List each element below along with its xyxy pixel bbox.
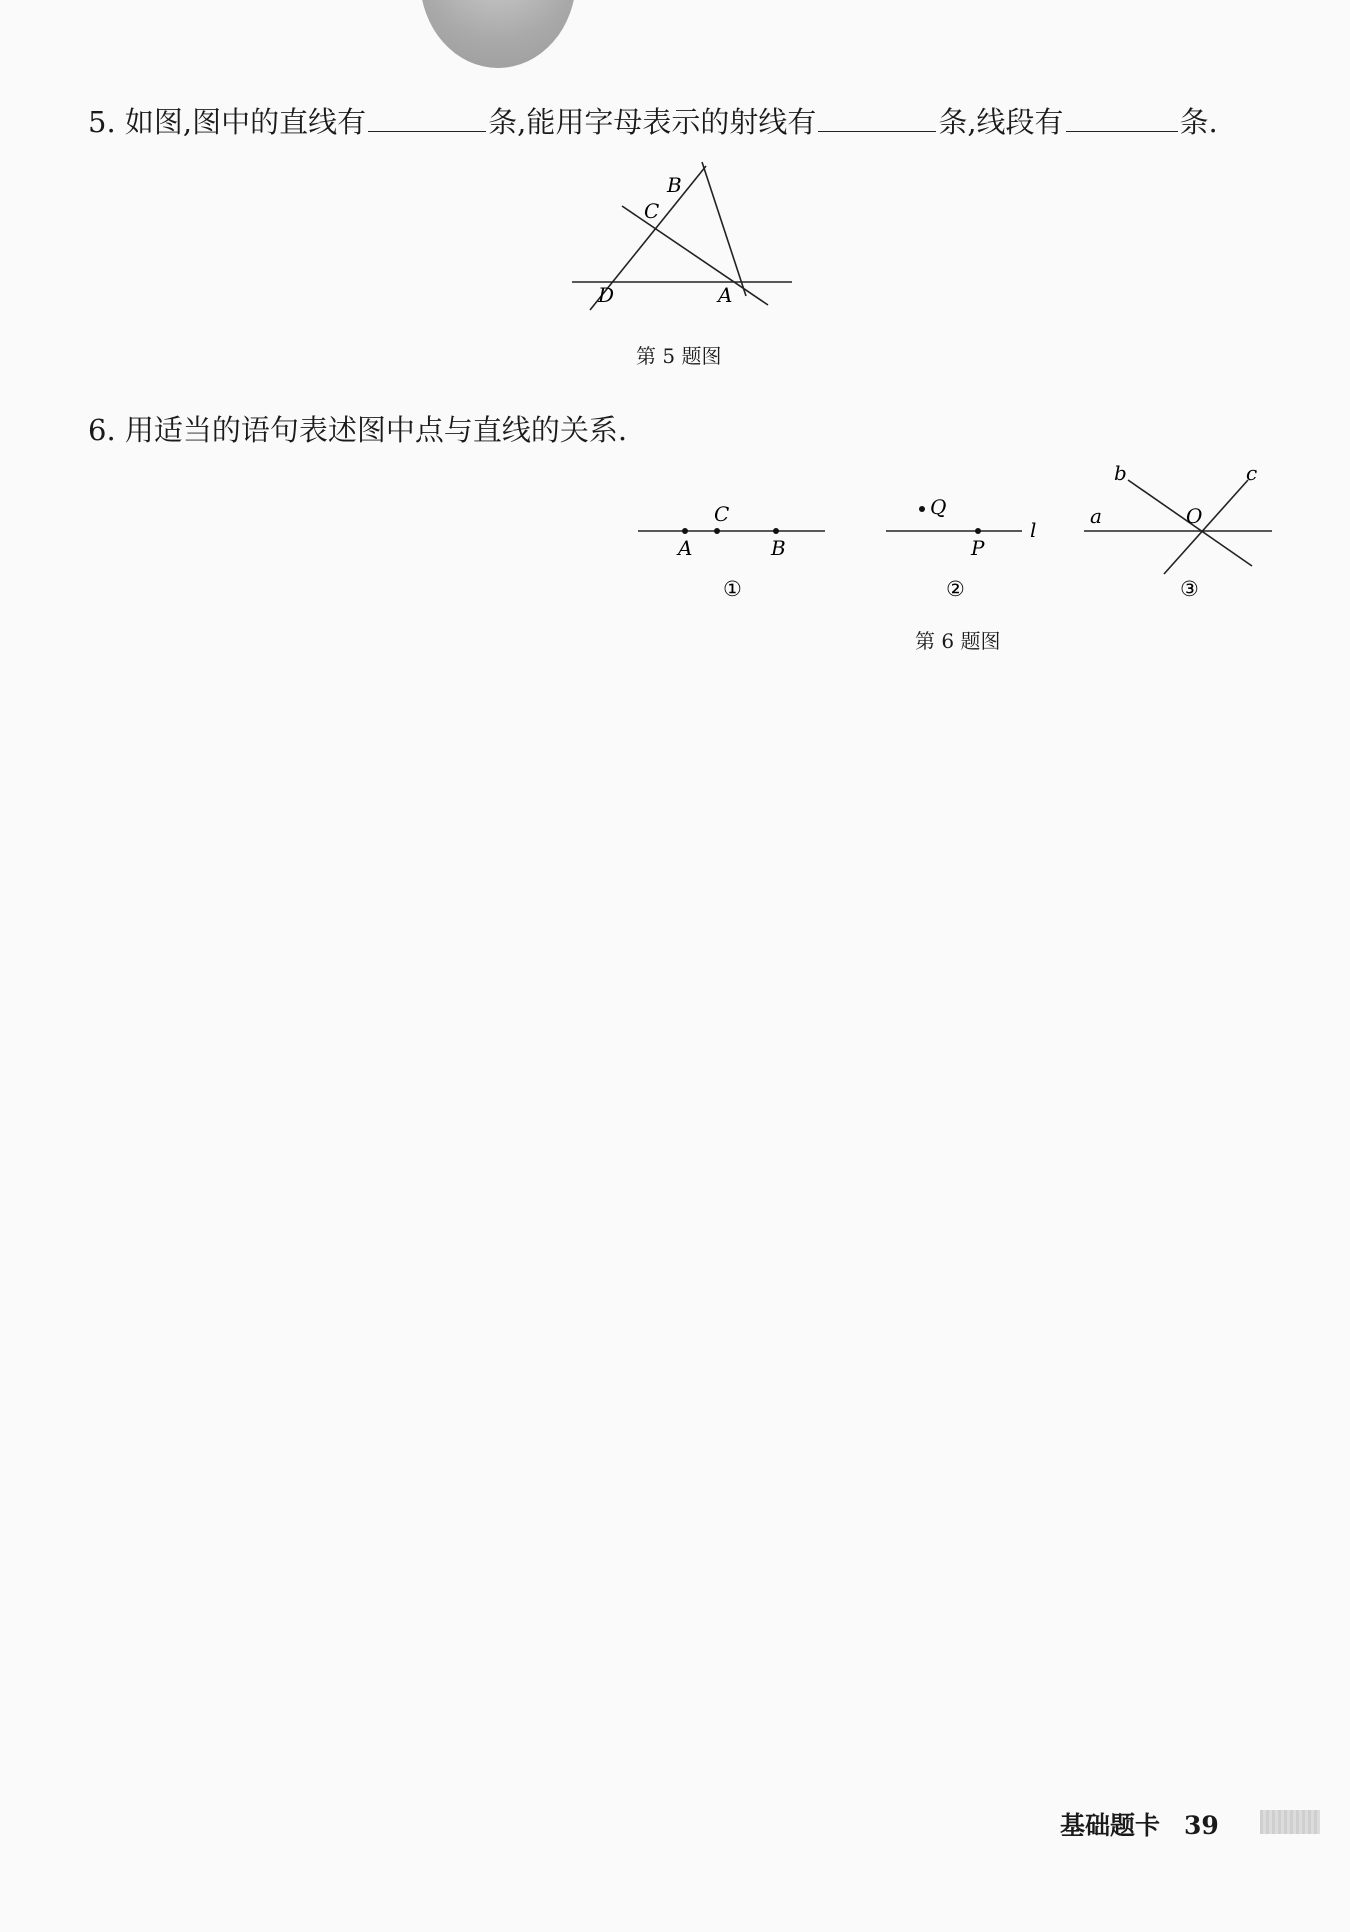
label-c: C xyxy=(714,502,730,526)
label-l: l xyxy=(1030,518,1037,542)
q6-figure-1 xyxy=(630,495,830,605)
label-p: P xyxy=(971,536,985,560)
label-o: O xyxy=(1186,504,1203,528)
q5-blank-rays[interactable] xyxy=(818,103,936,132)
label-q: Q xyxy=(930,495,947,519)
label-c: c xyxy=(1246,461,1258,485)
q6-caption: 第 6 题图 xyxy=(915,629,1001,653)
label-a: A xyxy=(718,283,733,307)
q5-blank-segments[interactable] xyxy=(1066,103,1178,132)
q5-caption: 第 5 题图 xyxy=(636,344,722,368)
fig3-number: ③ xyxy=(1180,577,1199,601)
q6-figure-2 xyxy=(880,480,1050,605)
label-d: D xyxy=(598,283,615,307)
fig1-number: ① xyxy=(723,577,742,601)
q5-part-4: 条. xyxy=(1179,105,1218,139)
point-a xyxy=(682,528,688,534)
page-footer xyxy=(1060,1806,1219,1842)
point-q xyxy=(919,506,925,512)
line-c xyxy=(1164,480,1248,574)
q5-figure xyxy=(560,150,810,320)
label-b: B xyxy=(667,173,682,197)
page-number: 39 xyxy=(1184,1811,1219,1840)
q5-part-2: 条,能用字母表示的射线有 xyxy=(488,105,817,139)
q5-blank-lines[interactable] xyxy=(368,103,486,132)
point-c xyxy=(714,528,720,534)
label-b: B xyxy=(771,536,786,560)
q6-figure-3 xyxy=(1080,460,1280,605)
q5-part-3: 条,线段有 xyxy=(938,105,1064,139)
top-decoration xyxy=(420,0,576,68)
question-5-text xyxy=(88,102,1218,142)
edge-tab xyxy=(1260,1810,1320,1834)
question-6-text: 6. 用适当的语句表述图中点与直线的关系. xyxy=(88,413,628,447)
label-b: b xyxy=(1114,461,1127,485)
point-b xyxy=(773,528,779,534)
label-c: C xyxy=(644,199,660,223)
point-p xyxy=(975,528,981,534)
q5-part-1: 5. 如图,图中的直线有 xyxy=(88,105,367,139)
label-a: a xyxy=(1090,504,1102,528)
label-a: A xyxy=(678,536,693,560)
footer-title: 基础题卡 xyxy=(1060,1811,1161,1840)
fig2-number: ② xyxy=(946,577,965,601)
